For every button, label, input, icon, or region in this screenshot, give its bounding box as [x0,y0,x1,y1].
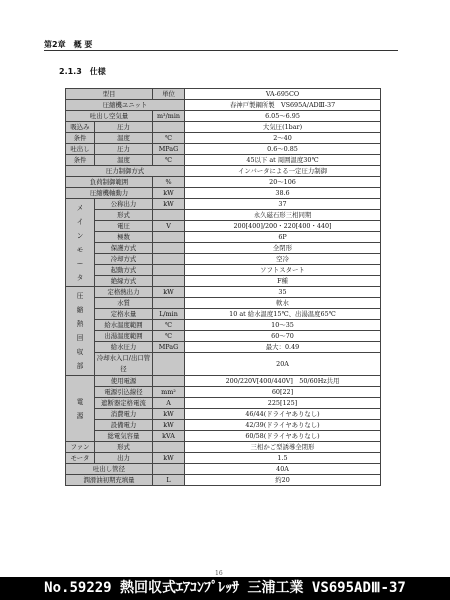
row-unit: ℃ [153,331,185,342]
row-label: 極数 [95,232,153,243]
row-label: 定格水量 [95,309,153,320]
table-row [66,376,381,387]
row-value: 225[125] [185,398,381,409]
table-row [66,155,381,166]
row-value: インバータによる一定圧力制御 [185,166,381,177]
row-label: 水質 [95,298,153,309]
group-label-power: 電源 [66,376,95,442]
row-value: 60～70 [185,331,381,342]
row-label: 設備電力 [95,420,153,431]
row-value: 46/44(ドライヤありなし) [185,409,381,420]
section-title: 2.1.3 仕様 [59,67,106,76]
table-row [66,431,381,442]
table-row [66,420,381,431]
table-row [66,177,381,188]
table-row [66,111,381,122]
header-unit: 単位 [153,89,185,100]
table-row [66,453,381,464]
table-row [66,287,381,298]
group-label: 吸込み [66,122,95,133]
row-label: 吐出し空気量 [66,111,153,122]
table-row [66,232,381,243]
header-item: 型目 [66,89,153,100]
row-label: 吐出し管径 [66,464,153,475]
row-value: 38.6 [185,188,381,199]
row-unit: MPaG [153,342,185,353]
table-row [66,331,381,342]
group-label: 条件 [66,133,95,144]
row-value: 全閉形 [185,243,381,254]
row-unit [153,298,185,309]
table-row [66,199,381,210]
table-row [66,133,381,144]
row-label: 電源引込線径 [95,387,153,398]
table-row [66,243,381,254]
row-value: 最大：0.49 [185,342,381,353]
table-row [66,166,381,177]
row-unit: mm² [153,387,185,398]
row-label: 保護方式 [95,243,153,254]
row-unit: ℃ [153,133,185,144]
row-value: 37 [185,199,381,210]
row-label: 圧力 [95,144,153,155]
row-value: 45以下 at 周囲温度30℃ [185,155,381,166]
table-row [66,122,381,133]
row-value: 10～35 [185,320,381,331]
row-value: 1.5 [185,453,381,464]
row-value: 10 at 給水温度15℃、出湯温度65℃ [185,309,381,320]
row-unit: m³/min [153,111,185,122]
footer-caption: No.59229 熱回収式ｴｱｺﾝﾌﾟﾚｯｻ 三浦工業 VS695ADⅢ-37 [0,577,450,600]
row-unit [153,232,185,243]
group-label: 吐出し [66,144,95,155]
table-row [66,100,381,111]
table-row [66,254,381,265]
row-label: 形式 [95,210,153,221]
table-row [66,320,381,331]
row-label: 消費電力 [95,409,153,420]
header-rule [44,50,398,51]
row-label: 冷却水入口/出口管径 [95,353,153,376]
row-value: F種 [185,276,381,287]
table-row [66,442,381,453]
row-value: 42/39(ドライヤありなし) [185,420,381,431]
row-value: 20～106 [185,177,381,188]
row-unit [153,243,185,254]
row-label: 温度 [95,155,153,166]
row-label: 圧力 [95,122,153,133]
table-row [66,210,381,221]
header-model: VA-695CO [185,89,381,100]
row-label: 給水温度範囲 [95,320,153,331]
row-value: 60/58(ドライヤありなし) [185,431,381,442]
row-label: 使用電源 [95,376,153,387]
group-label-motor: メインモータ [66,199,95,287]
row-label: 総電気容量 [95,431,153,442]
group-label-heat: 圧縮熱回収部 [66,287,95,376]
row-value: 200/220V[400/440V] 50/60Hz共用 [185,376,381,387]
row-value: 約20 [185,475,381,486]
row-value: 永久磁石形三相同期 [185,210,381,221]
table-row [66,276,381,287]
row-unit: kW [153,409,185,420]
row-unit [153,254,185,265]
table-row [66,464,381,475]
table-row [66,265,381,276]
row-label: 冷却方式 [95,254,153,265]
row-unit: kW [153,453,185,464]
row-value: 35 [185,287,381,298]
row-unit: kW [153,420,185,431]
row-label: 給水圧力 [95,342,153,353]
row-unit: kVA [153,431,185,442]
row-value: 大気圧(1bar) [185,122,381,133]
row-label: 起動方式 [95,265,153,276]
row-value: 2～40 [185,133,381,144]
row-value: 三相かご型誘導全閉形 [185,442,381,453]
row-label: 潤滑油初期充填量 [66,475,153,486]
row-unit: ℃ [153,320,185,331]
row-unit: L/min [153,309,185,320]
row-value: 0.6～0.85 [185,144,381,155]
row-value: 6.05～6.95 [185,111,381,122]
table-row [66,298,381,309]
row-unit [153,276,185,287]
row-value: 40A [185,464,381,475]
chapter-title: 第2章 概 要 [44,40,93,49]
row-value: 60[22] [185,387,381,398]
row-value: 軟水 [185,298,381,309]
row-label: 定格熱出力 [95,287,153,298]
row-unit [153,353,185,376]
table-row [66,144,381,155]
row-label: 圧力制御方式 [66,166,185,177]
table-header-row [66,89,381,100]
table-row [66,387,381,398]
table-row [66,398,381,409]
row-label: 公称出力 [95,199,153,210]
table-row [66,342,381,353]
row-unit [153,122,185,133]
table-row [66,475,381,486]
row-label: 温度 [95,133,153,144]
group-label: ファン [66,442,95,453]
spec-table [65,88,381,486]
row-label: 形式 [95,442,153,453]
row-unit: kW [153,199,185,210]
row-value: 空冷 [185,254,381,265]
row-value: 6P [185,232,381,243]
row-unit: kW [153,287,185,298]
row-unit [153,442,185,453]
row-unit: kW [153,188,185,199]
row-value: 200[400]/200・220[400・440] [185,221,381,232]
row-value: 春神戸製鋼所製 VS695A/ADⅢ-37 [185,100,381,111]
row-unit: A [153,398,185,409]
table-row [66,409,381,420]
row-label: 絶縁方式 [95,276,153,287]
row-label: 圧縮機ユニット [66,100,185,111]
row-label: 電圧 [95,221,153,232]
table-row [66,353,381,376]
row-label: 圧縮機軸動力 [66,188,153,199]
row-value: 20A [185,353,381,376]
table-row [66,188,381,199]
row-unit: MPaG [153,144,185,155]
row-unit [153,210,185,221]
row-label: 遮断器定格電流 [95,398,153,409]
row-label: 出湯温度範囲 [95,331,153,342]
row-unit: L [153,475,185,486]
row-unit: ℃ [153,155,185,166]
page-number: 16 [215,570,223,577]
row-unit: % [153,177,185,188]
row-value: ソフトスタート [185,265,381,276]
row-label: 負荷制御範囲 [66,177,153,188]
row-unit [153,265,185,276]
row-unit [153,376,185,387]
row-unit: V [153,221,185,232]
row-label: 出力 [95,453,153,464]
row-unit [153,464,185,475]
group-label: 条件 [66,155,95,166]
table-row [66,309,381,320]
group-label: モータ [66,453,95,464]
table-row [66,221,381,232]
